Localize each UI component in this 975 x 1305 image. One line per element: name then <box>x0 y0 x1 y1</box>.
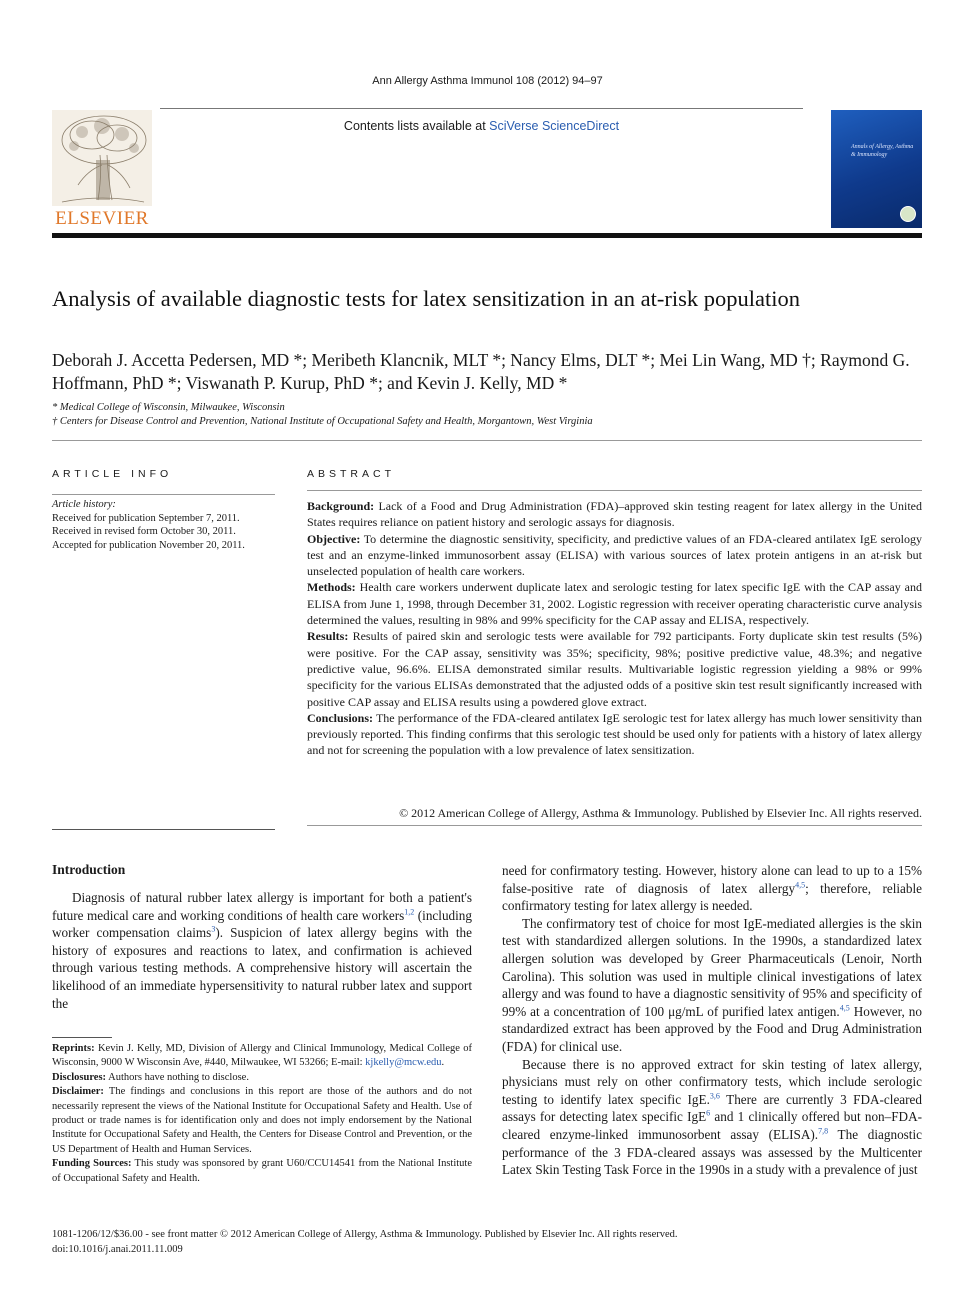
affiliation-rule <box>52 440 922 441</box>
history-received: Received for publication September 7, 2011. <box>52 512 240 524</box>
footnotes <box>52 1042 472 1186</box>
affiliation-2: † Centers for Disease Control and Prevention, National Institute of Occupational Safety and Health, Morgantown, West Virginia <box>52 416 593 427</box>
abstract-heading: ABSTRACT <box>307 468 396 480</box>
footnote-reprints: Reprints: Kevin J. Kelly, MD, Division of Allergy and Clinical Immunology, Medical College of Wisconsin, 9000 W Wisconsin Ave, #440, Milwaukee, WI 53266; E-mail: kjkelly@mcw.edu. <box>52 1043 472 1069</box>
citation-link[interactable]: 4,5 <box>795 880 806 890</box>
article-info-bottom-rule <box>52 829 275 830</box>
issn-line: 1081-1206/12/$36.00 - see front matter © 2012 American College of Allergy, Asthma & Immunology. Published by Elsevier Inc. All rights reserved. <box>52 1229 678 1240</box>
history-revised: Received in revised form October 30, 2011. <box>52 526 236 538</box>
citation-link[interactable]: 7,8 <box>818 1126 829 1136</box>
publisher-name: ELSEVIER <box>55 208 149 229</box>
author-list: Deborah J. Accetta Pedersen, MD *; Meribeth Klancnik, MLT *; Nancy Elms, DLT *; Mei Lin Wang, MD †; Raymond G. Hoffmann, PhD *; Viswanath P. Kurup, PhD *; and Kevin J. Kelly, MD * <box>52 350 910 393</box>
author-email-link[interactable]: kjkelly@mcw.edu <box>365 1057 442 1069</box>
history-accepted: Accepted for publication November 20, 2011. <box>52 539 245 551</box>
contents-line <box>160 119 803 133</box>
cover-badge-icon <box>900 206 916 222</box>
citation-link[interactable]: 4,5 <box>839 1003 850 1013</box>
citation-link[interactable]: 1,2 <box>404 907 415 917</box>
sciencedirect-link[interactable]: SciVerse ScienceDirect <box>489 119 620 133</box>
abstract-body <box>307 498 922 759</box>
intro-paragraph-1: Diagnosis of natural rubber latex allergy is important for both a patient's future medical care and working conditions of health care workers$^{1,2}$ (including worker compensation claims$^3$). Suspicion of latex allergy begins with the history of exposures and reactions to latex, and confirmation is achieved through various testing methods. A comprehensive history will ascertain the likelihood of an immediate hypersensitivity to natural rubber latex and support the <box>52 890 472 1011</box>
article-history <box>52 498 275 552</box>
introduction-heading: Introduction <box>52 862 126 877</box>
intro-paragraph-3: Because there is no approved extract for skin testing of latex allergy, physicians must rely on other confirmatory tests, which include serologic testing to identify latex specific IgE.$^{3,6}$ There are currently 3 FDA-cleared assays for detecting latex specific IgE$^6$ and 1 clinically offered but non–FDA-cleared enzyme-linked immunosorbent assay (ELISA).$^{7,8}$ The diagnostic performance of the 3 FDA-cleared assays was assessed by the Multicenter Latex Skin Testing Task Force in the 1990s in a study with a prevalence of just <box>502 1056 922 1178</box>
article-info-heading: ARTICLE INFO <box>52 468 173 480</box>
abstract-methods: Methods: Health care workers underwent duplicate latex and serologic testing for latex specific IgE with the CAP assay and ELISA from June 1, 1998, through December 31, 2002. Logistic regression with receiver operating characteristic curve analysis determined the values, resulting in 98% and 99% specificity for the CAP assay and ELISA, respectively. <box>307 580 922 628</box>
body-left-column <box>52 889 472 1012</box>
footnote-funding: Funding Sources: This study was sponsored by grant U60/CCU14541 from the National Institute of Occupational Safety and Health. <box>52 1158 472 1184</box>
abstract-conclusions: Conclusions: The performance of the FDA-cleared antilatex IgE serologic test for latex allergy has much lower sensitivity than previously reported. This finding confirms that this serologic test should be used only for patients with a history of latex allergy and not for screening the population with a low prevalence of latex sensitization. <box>307 710 922 758</box>
intro-paragraph-2: The confirmatory test of choice for most IgE-mediated allergies is the skin test with standardized allergen solutions. In the 1990s, a standardized latex allergen solution was developed by Greer Pharmaceuticals (Lenoir, North Carolina). This solution was used in multiple clinical investigations of latex allergy and was found to have a diagnostic sensitivity of 95% and specificity of 99% at a concentration of 100 μg/mL of purified latex antigen.$^{4,5}$ However, no standardized extract has been approved by the Food and Drug Administration (FDA) for clinical use. <box>502 915 922 1054</box>
cover-title: Annals of Allergy, Asthma & Immunology <box>851 144 914 158</box>
header-rule <box>160 108 803 109</box>
footnote-disclosures: Disclosures: Authors have nothing to disclose. <box>52 1071 249 1083</box>
article-info-rule <box>52 494 275 495</box>
journal-reference: Ann Allergy Asthma Immunol 108 (2012) 94–97 <box>372 75 603 87</box>
affiliations <box>52 401 922 429</box>
citation-link[interactable]: 3,6 <box>709 1091 720 1101</box>
citation-link[interactable]: 3 <box>211 924 216 934</box>
abstract-results: Results: Results of paired skin and serologic tests were available for 792 participants. Forty duplicate skin test results (5%) were positive. For the CAP assay, sensitivity was 35%; specificity, 98%; positive predictive value, 48.3%; and negative predictive value, 96.6%. ELISA demonstrated similar results. Multivariable logistic regression yielding a 98% or 99% specificity for the various ELISAs demonstrated that the adjusted odds of a positive skin test result significantly increased with positive CAP assay and ELISA results using a powdered glove extract. <box>307 629 923 709</box>
abstract-objective: Objective: To determine the diagnostic sensitivity, specificity, and predictive values of an FDA-cleared antilatex IgE serology test and an enzyme-linked immunosorbent assay (ELISA) with various sources of latex protein antigens in an at-risk but unselected population of health care workers. <box>307 531 922 579</box>
citation-link[interactable]: 6 <box>706 1108 711 1118</box>
header-thick-rule <box>52 233 922 238</box>
journal-cover-image <box>831 110 922 228</box>
doi-line[interactable]: doi:10.1016/j.anai.2011.11.009 <box>52 1243 183 1255</box>
footnote-rule <box>52 1037 112 1038</box>
front-matter-footer <box>52 1228 922 1257</box>
article-title: Analysis of available diagnostic tests for latex sensitization in an at-risk population <box>52 286 800 311</box>
abstract-bottom-rule <box>307 825 922 826</box>
abstract-rule <box>307 490 922 491</box>
footnote-disclaimer: Disclaimer: The findings and conclusions in this report are those of the authors and do not necessarily represent the views of the National Institute for Occupational Safety and Health. Use of product or trade names is for identification only and does not imply endorsement by the National Institute for Occupational Safety and Health, the Centers for Disease Control and Prevention, or the US Department of Health and Human Services. <box>52 1086 472 1155</box>
abstract-background: Background: Lack of a Food and Drug Administration (FDA)–approved skin testing reagent for latex allergy in the United States requires reliance on patient history and serologic assays for diagnosis. <box>307 499 923 530</box>
body-right-column <box>502 862 922 1179</box>
history-label: Article history: <box>52 499 116 510</box>
intro-paragraph-1-cont: need for confirmatory testing. However, history alone can lead to up to a 15% false-positive rate of diagnosis of latex allergy$^{4,5}$; therefore, reliable confirmatory testing for latex allergy is needed. <box>502 863 922 914</box>
abstract-copyright: © 2012 American College of Allergy, Asthma & Immunology. Published by Elsevier Inc. All rights reserved. <box>399 806 922 820</box>
contents-prefix: Contents lists available at <box>343 119 490 133</box>
affiliation-1: * Medical College of Wisconsin, Milwaukee, Wisconsin <box>52 402 285 413</box>
